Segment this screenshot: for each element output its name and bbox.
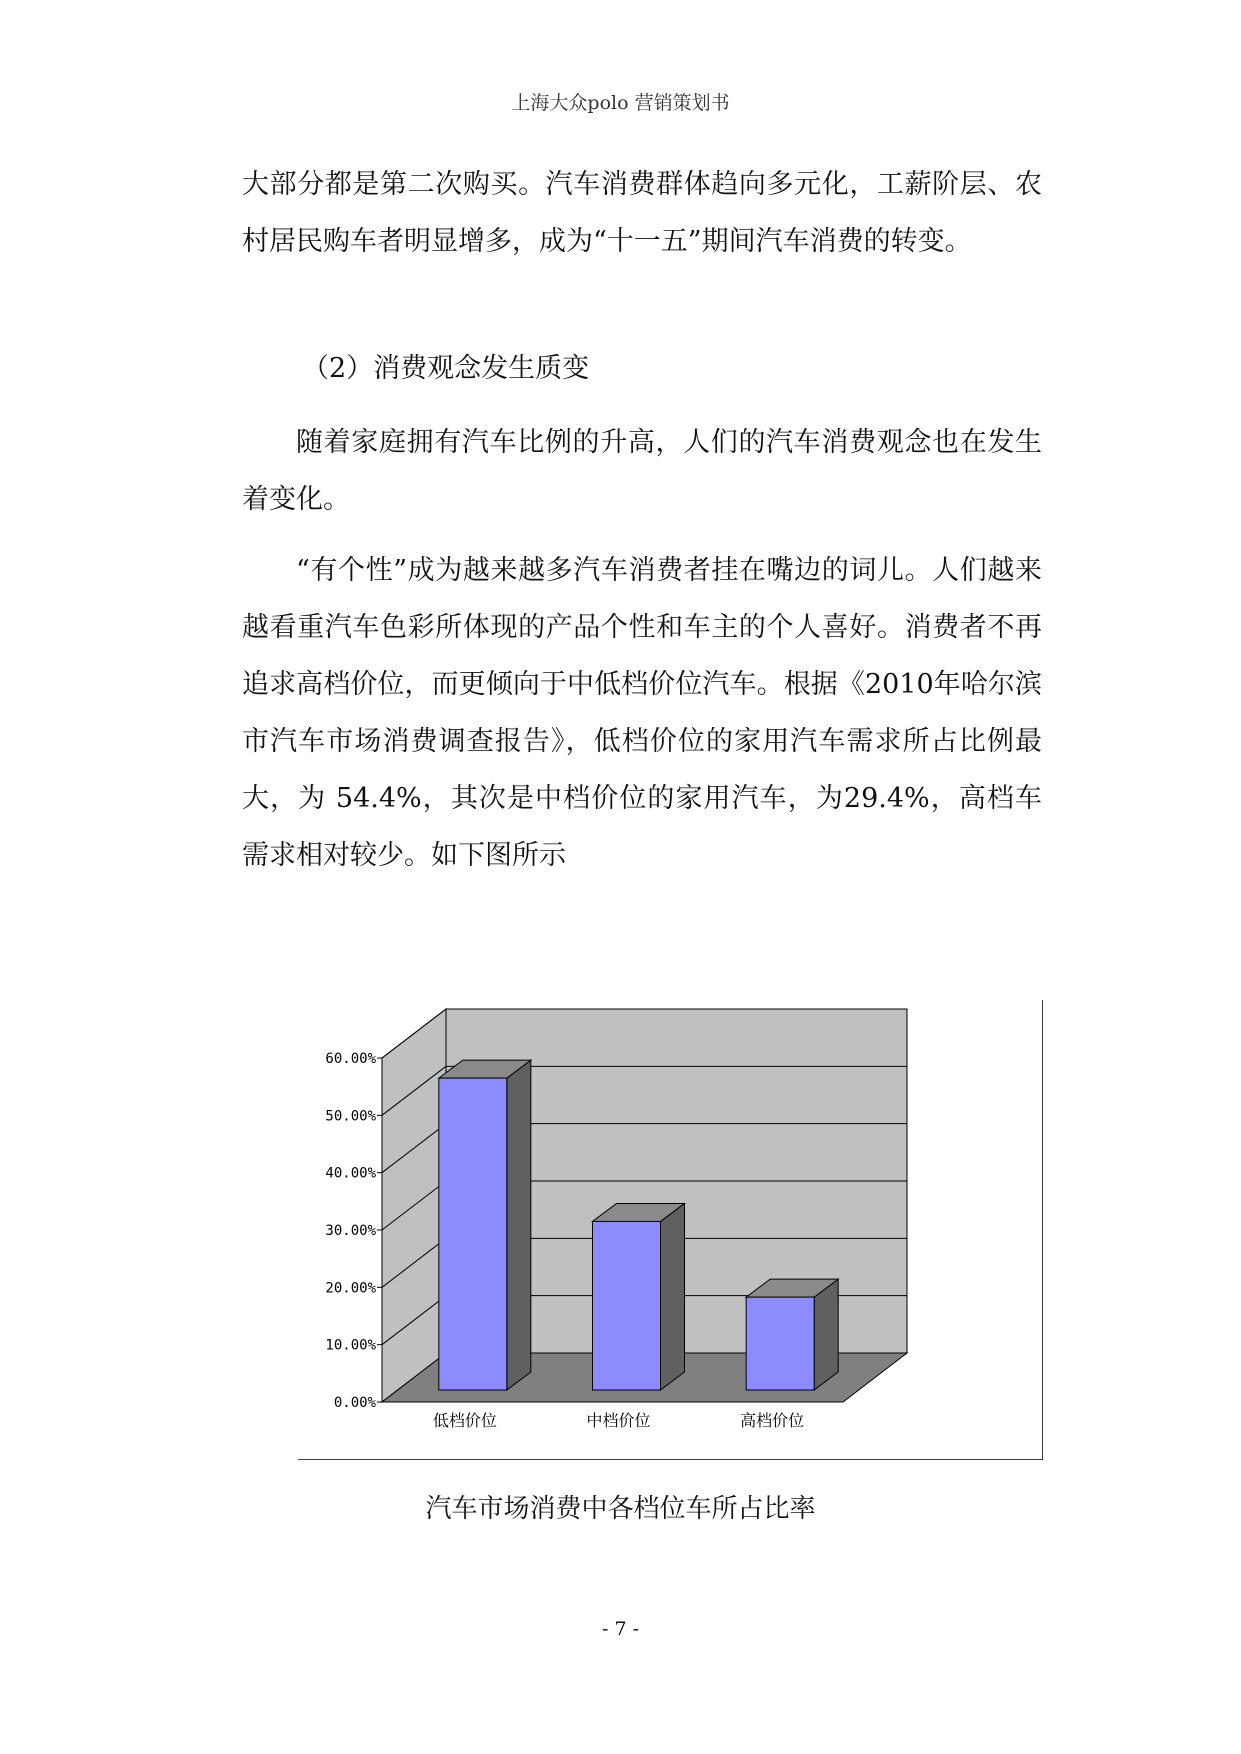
bar-side bbox=[661, 1203, 685, 1390]
x-tick-label: 高档价位 bbox=[740, 1411, 805, 1430]
bar-side bbox=[814, 1279, 838, 1390]
bar-chart bbox=[298, 1000, 1043, 1460]
x-tick-label: 低档价位 bbox=[432, 1411, 497, 1430]
page-number: - 7 - bbox=[601, 1618, 639, 1640]
y-tick-label: 50.00% bbox=[325, 1108, 376, 1125]
body-paragraph-3: “有个性”成为越来越多汽车消费者挂在嘴边的词儿。人们越来越看重汽车色彩所体现的产品个性和车主的个人喜好。消费者不再追求高档价位，而更倾向于中低档价位汽车。根据《2010年哈尔滨市汽车市场消费调查报告》，低档价位的家用汽车需求所占比例最大，为 54.4%，其次是中档价位的家用汽车，为29.4%，高档车需求相对较少。如下图所示 bbox=[242, 555, 1042, 871]
chart-canvas bbox=[298, 1000, 1043, 1460]
bar-side bbox=[507, 1060, 531, 1390]
y-tick-label: 30.00% bbox=[325, 1223, 376, 1239]
chart-caption: 汽车市场消费中各档位车所占比率 bbox=[425, 1494, 816, 1524]
y-tick-label: 60.00% bbox=[325, 1051, 376, 1067]
x-tick-label: 中档价位 bbox=[586, 1411, 651, 1430]
body-paragraph-2: 随着家庭拥有汽车比例的升高，人们的汽车消费观念也在发生着变化。 bbox=[242, 427, 1042, 515]
bar bbox=[593, 1221, 661, 1390]
page-header: 上海大众polo 营销策划书 bbox=[511, 92, 730, 114]
body-paragraph-1: 大部分都是第二次购买。汽车消费群体趋向多元化，工薪阶层、农村居民购车者明显增多，成为“十一五”期间汽车消费的转变。 bbox=[242, 169, 1042, 257]
y-tick-label: 20.00% bbox=[325, 1280, 376, 1297]
y-tick-label: 10.00% bbox=[325, 1337, 376, 1354]
y-tick-label: 0.00% bbox=[333, 1395, 376, 1411]
bar bbox=[746, 1297, 814, 1390]
bar bbox=[439, 1078, 507, 1390]
y-tick-label: 40.00% bbox=[325, 1165, 376, 1182]
section-heading: （2）消费观念发生质变 bbox=[302, 353, 590, 384]
